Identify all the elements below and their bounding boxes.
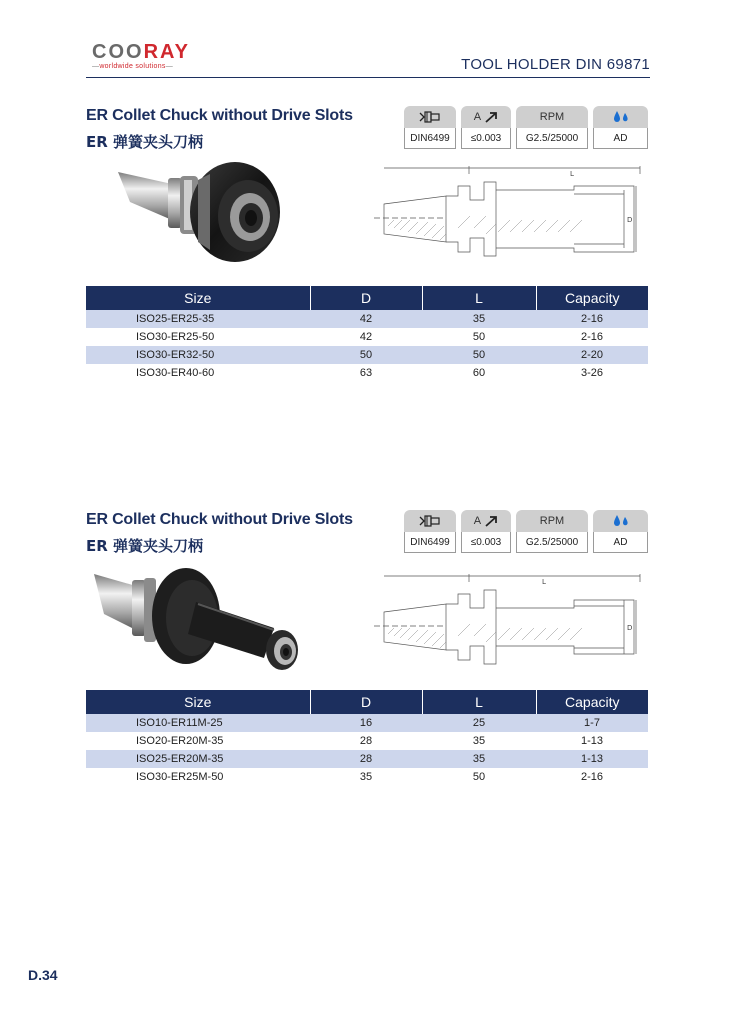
logo-tagline: —worldwide solutions—: [92, 63, 174, 70]
spec-value: AD: [593, 128, 648, 149]
col-l: L: [422, 690, 536, 714]
spec-label: RPM: [516, 510, 588, 532]
table-row: ISO20-ER20M-35 28 35 1-13: [136, 735, 604, 747]
header-title: TOOL HOLDER DIN 69871: [461, 56, 650, 73]
size-table: [86, 690, 648, 786]
collet-icon: [404, 106, 456, 128]
coolant-drops-icon: [593, 510, 648, 532]
product-section-1: [0, 104, 750, 404]
spec-label: A: [473, 515, 482, 527]
runout-arrow-icon: [484, 111, 498, 123]
col-l: L: [422, 286, 536, 310]
section-title-en: ER Collet Chuck without Drive Slots: [86, 107, 353, 124]
diameter-label: D: [627, 624, 633, 632]
table-header-row: [86, 286, 648, 310]
spec-value: AD: [593, 532, 648, 553]
spec-rpm: [516, 106, 588, 150]
technical-drawing: [374, 166, 644, 274]
table-row: ISO30-ER25M-50 35 50 2-16: [136, 771, 604, 783]
technical-drawing: [374, 574, 644, 682]
runout-arrow-icon: [484, 515, 498, 527]
spec-value: DIN6499: [404, 532, 456, 553]
spec-badges: [404, 510, 648, 554]
section-title-en: ER Collet Chuck without Drive Slots: [86, 511, 353, 528]
logo-wordmark: [92, 42, 202, 62]
spec-collet-standard: [404, 106, 456, 150]
page-number: D.34: [28, 967, 58, 983]
section-title-cn: ER 弹簧夹头刀柄: [86, 133, 204, 151]
diameter-label: D: [627, 216, 633, 224]
table-row: ISO30-ER25-50 42 50 2-16: [136, 331, 604, 343]
table-row: ISO25-ER25-35 42 35 2-16: [86, 310, 648, 328]
spec-value: ≤0.003: [461, 532, 511, 553]
product-photo-er-collet-chuck: [110, 150, 290, 280]
size-table: [86, 286, 648, 382]
spec-value: G2.5/25000: [516, 128, 588, 149]
table-row: ISO30-ER32-50 50 50 2-20: [86, 346, 648, 364]
length-label: L: [542, 578, 546, 586]
spec-collet-standard: [404, 510, 456, 554]
col-capacity: Capacity: [536, 286, 648, 310]
col-d: D: [310, 690, 422, 714]
collet-icon: [404, 510, 456, 532]
col-size: Size: [86, 690, 310, 714]
spec-coolant: [593, 510, 648, 554]
table-row: ISO25-ER20M-35 28 35 1-13: [86, 750, 648, 768]
spec-rpm: [516, 510, 588, 554]
header-divider: [86, 77, 650, 78]
spec-label: A: [473, 111, 482, 123]
spec-label: RPM: [516, 106, 588, 128]
brand-logo: [92, 42, 202, 74]
logo-prefix: COO: [92, 41, 144, 63]
table-row: ISO30-ER40-60 63 60 3-26: [136, 367, 604, 379]
spec-runout: [461, 510, 511, 554]
product-photo-er-collet-chuck-mini: [88, 556, 308, 686]
spec-coolant: [593, 106, 648, 150]
table-header-row: [86, 690, 648, 714]
col-capacity: Capacity: [536, 690, 648, 714]
coolant-drops-icon: [593, 106, 648, 128]
col-d: D: [310, 286, 422, 310]
spec-value: ≤0.003: [461, 128, 511, 149]
spec-value: G2.5/25000: [516, 532, 588, 553]
product-section-2: [0, 508, 750, 808]
spec-badges: [404, 106, 648, 150]
section-title-cn: ER 弹簧夹头刀柄: [86, 537, 204, 555]
col-size: Size: [86, 286, 310, 310]
logo-suffix: RAY: [143, 41, 190, 63]
table-row: ISO10-ER11M-25 16 25 1-7: [86, 714, 648, 732]
spec-runout: [461, 106, 511, 150]
length-label: L: [570, 170, 574, 178]
spec-value: DIN6499: [404, 128, 456, 149]
